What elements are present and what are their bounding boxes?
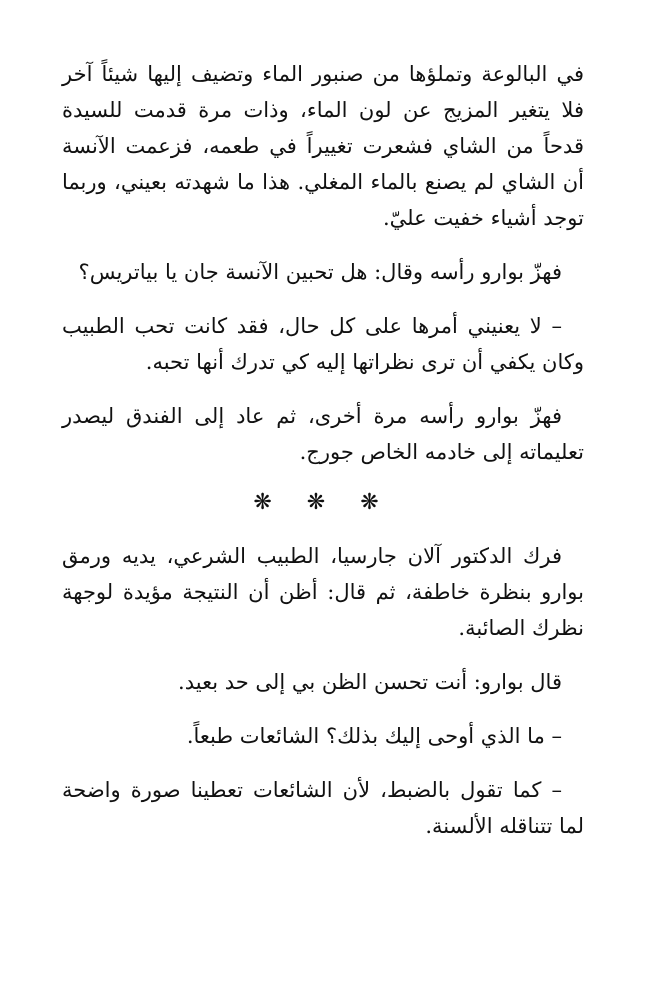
book-page [62,56,584,862]
paragraph-2: فهزّ بوارو رأسه وقال: هل تحبين الآنسة جان يا بياتريس؟ [78,260,562,284]
paragraph-5: فرك الدكتور آلان جارسيا، الطبيب الشرعي، يديه ورمق بوارو بنظرة خاطفة، ثم قال: أظن أن النتيجة مؤيدة لوجهة نظرك الصائبة. [62,544,584,640]
paragraph-4: فهزّ بوارو رأسه مرة أخرى، ثم عاد إلى الفندق ليصدر تعليماته إلى خادمه الخاص جورج. [62,404,584,464]
paragraph-1: في البالوعة وتملؤها من صنبور الماء وتضيف إليها شيئاً آخر فلا يتغير المزيج عن لون الماء، وذات مرة قدمت للسيدة قدحاً من الشاي فشعرت تغييراً في طعمه، فزعمت الآنسة أن الشاي لم يصنع بالماء المغلي. هذا ما شهدته بعيني، وربما توجد أشياء خفيت عليّ. [62,62,584,230]
paragraph-3: – لا يعنيني أمرها على كل حال، فقد كانت تحب الطبيب وكان يكفي أن ترى نظراتها إليه كي تدرك أنها تحبه. [62,314,584,374]
paragraph-7: – ما الذي أوحى إليك بذلك؟ الشائعات طبعاً. [186,724,562,748]
paragraph-6: قال بوارو: أنت تحسن الظن بي إلى حد بعيد. [178,670,562,694]
paragraph-8: – كما تقول بالضبط، لأن الشائعات تعطينا صورة واضحة لما تتناقله الألسنة. [62,778,584,838]
section-separator: ❋ ❋ ❋ [253,490,393,515]
